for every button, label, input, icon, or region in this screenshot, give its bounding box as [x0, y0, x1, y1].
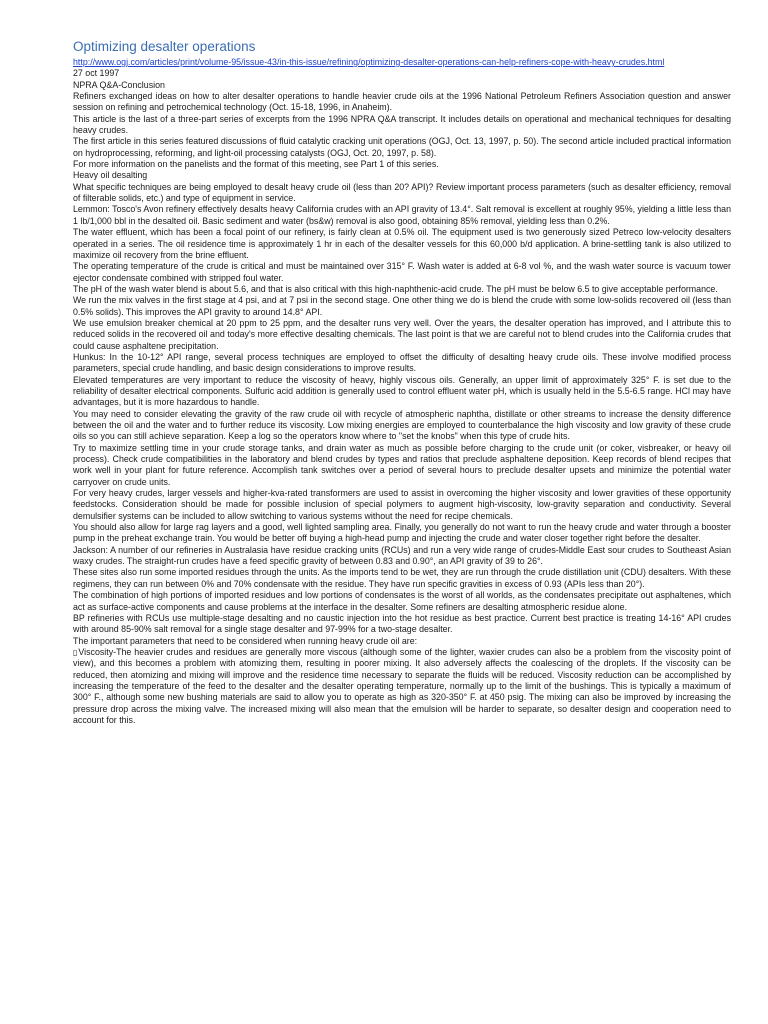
body-paragraph: You should also allow for large rag layers and a good, well lighted sampling area. Finally, you generally do not want to run the heavy crude and water through a booster pump in the preheat exchange train. You would be better off buying a high-head pump and injecting the crude and water closer together right before the desalter.	[73, 522, 731, 544]
intro-paragraph: Refiners exchanged ideas on how to alter desalter operations to handle heavier crude oils at the 1996 National Petroleum Refiners Association question and answer session on refining and petrochemical technology (Oct. 15-18, 1996, in Anaheim).	[73, 91, 731, 113]
publication-date: 27 oct 1997	[73, 68, 120, 79]
body-paragraph: The water effluent, which has been a focal point of our refinery, is fairly clean at 0.5% oil. The equipment used is two generously sized Petreco low-velocity desalters operated in a series. The oil residence time is approximately 1 hr in each of the desalter vessels for this 60,000 b/d application. A brine-settling tank is also utilized to maximize oil recovery from the brine effluent.	[73, 227, 731, 260]
intro-section	[73, 91, 731, 170]
body-paragraph: We use emulsion breaker chemical at 20 ppm to 25 ppm, and the desalter runs very well. Over the years, the desalter operation has improved, and I attribute this to reduced solids in the recovered oil and today's more effective desalting chemicals. The last point is that we are careful not to blend crudes into the California crudes that could cause asphaltene precipitation.	[73, 317, 731, 351]
body-section	[73, 182, 731, 727]
body-paragraph: Hunkus: In the 10-12° API range, several process techniques are employed to offset the difficulty of desalting heavy crude oils. These involve modified process parameters, special crude handling, and basic design considerations to improve results.	[73, 351, 731, 374]
body-paragraph: The pH of the wash water blend is about 5.6, and that is also critical with this high-naphthenic-acid crude. The pH must be below 6.5 to give acceptable performance.	[73, 283, 718, 294]
body-paragraph: The combination of high portions of imported residues and low portions of condensates is the worst of all worlds, as the condensates precipitate out asphaltenes, which act as surface-active components and cause problems at the interface in the desalter. Some refiners are desalting atmospheric residue alone.	[73, 590, 731, 612]
body-paragraph: These sites also run some imported residues through the units. As the imports tend to be wet, they are run through the crude distillation unit (CDU) desalters. With these regimens, they can run between 0% and 70% condensate with the residue. They have run specific gravities in excess of 0.93 (APIs less than 20°).	[73, 567, 731, 589]
document-page	[73, 38, 731, 726]
body-paragraph: The important parameters that need to be considered when running heavy crude oil are:	[73, 635, 418, 646]
body-paragraph: Try to maximize settling time in your crude storage tanks, and drain water as much as possible before charging to the crude unit (or coker, visbreaker, or heavy oil process). Check crude compatibilities in the laboratory and blend crudes by types and ratios that preclude asphaltene deposition. Keep records of blend recipes that work well in your plant for future reference. Accomplish tank switches over a period of several hours to preclude desalter upsets and minimize the potential water carryover on crude units.	[73, 442, 731, 487]
series-label: NPRA Q&A-Conclusion	[73, 79, 165, 90]
body-paragraph: BP refineries with RCUs use multiple-stage desalting and no caustic injection into the hot residue as best practice. Current best practice is treating 14-16° API crudes with around 85-90% salt removal for a single stage desalter and 97-99% for a two-stage desalter.	[73, 612, 731, 635]
intro-paragraph: For more information on the panelists and the format of this meeting, see Part 1 of this series.	[73, 159, 439, 170]
question-paragraph: What specific techniques are being employed to desalt heavy crude oil (less than 20? API)? Review important process parameters (such as desalter efficiency, removal of filterable solids, etc.) and type of equipment in service.	[73, 181, 731, 204]
bullet-text: Viscosity-The heavier crudes and residues are generally more viscous (although some of the lighter, waxier crudes can also be a problem from the viscosity point of view), and this becomes a problem with atomizing them, resulting in poorer mixing. It also adversely affects the coalescing of the droplets. If the viscosity can be reduced, then atomizing and mixing will improve and the residence time necessary to separate the fluids will be reduced. Viscosity reduction can be accomplished by increasing the temperature of the feed to the desalter and the desalter operating temperature, normally up to the limit of the bushings. This is typically a maximum of 300° F., although some new bushing materials are said to allow you to operate as high as 320-350° F. at 450 psig. The mixing can also be improved by increasing the pressure drop across the mixing valve. The increased mixing will also mean that the emulsion will be harder to separate, so desalter design and cooperation need to account for this.	[73, 646, 731, 725]
body-paragraph: Jackson: A number of our refineries in Australasia have residue cracking units (RCUs) and run a very wide range of crudes-Middle East sour crudes to Southeast Asian waxy crudes. The straight-run crudes have a feed specific gravity of between 0.83 and 0.90°, an API gravity of 39 to 26°.	[73, 544, 731, 567]
bullet-paragraph	[73, 647, 731, 726]
source-url-link[interactable]: http://www.ogj.com/articles/print/volume-95/issue-43/in-this-issue/refining/optimizing-desalter-operations-can-help-refiners-cope-with-heavy-crudes.html	[73, 57, 665, 67]
body-paragraph: Elevated temperatures are very important to reduce the viscosity of heavy, highly viscous oils. Generally, an upper limit of approximately 325° F. is set due to the reliability of desalter electrical components. Sulfuric acid addition is generally used to control effluent water pH, which is usually held in the 5.5-6.5 range. HCl may have advantages, but it is more hazardous to handle.	[73, 374, 731, 408]
body-paragraph: For very heavy crudes, larger vessels and higher-kva-rated transformers are used to assist in overcoming the higher viscosity and lower gravities of these opportunity feedstocks. Consideration should be made for possible inclusion of special polymers to augment high-viscosity, low-gravity separation and conductivity. Several demulsifier systems can be included to allow switching to various systems without the need for recipe chemicals.	[73, 488, 731, 521]
body-paragraph: We run the mix valves in the first stage at 4 psi, and at 7 psi in the second stage. One other thing we do is blend the crude with some low-solids recovered oil (less than 0.5% solids). This improves the API gravity to around 14.8° API.	[73, 295, 731, 317]
bullet-glyph-icon: ▯	[73, 647, 78, 657]
body-paragraph: The operating temperature of the crude is critical and must be maintained over 315° F. Wash water is added at 6-8 vol %, and the wash water source is vacuum tower ejector condensate combined with stripped foul water.	[73, 261, 731, 283]
intro-paragraph: This article is the last of a three-part series of excerpts from the 1996 NPRA Q&A transcript. It includes details on operational and mechanical techniques for desalting heavy crudes.	[73, 113, 731, 136]
document-title: Optimizing desalter operations	[73, 39, 256, 54]
body-paragraph: You may need to consider elevating the gravity of the raw crude oil with recycle of atmospheric naphtha, distillate or other streams to increase the density difference between the oil and the water and to further reduce its viscosity. Low mixing energies are employed to counterbalance the high viscosity and low gravity of these crude oils so you can still achieve separation. Keep a log so the operators know where to "set the knobs" when this type of crude hits.	[73, 408, 731, 442]
intro-paragraph: The first article in this series featured discussions of fluid catalytic cracking unit operations (OGJ, Oct. 13, 1997, p. 50). The second article included practical information on hydroprocessing, reforming, and light-oil processing catalysts (OGJ, Oct. 20, 1997, p. 58).	[73, 136, 731, 158]
body-paragraph: Lemmon: Tosco's Avon refinery effectively desalts heavy California crudes with an API gravity of 13.4°. Salt removal is excellent at roughly 95%, yielding a little less than 1 lb/1,000 bbl in the desalted oil. Basic sediment and water (bs&w) removal is also good, obtaining 85% removal, yielding less than 0.2%.	[73, 204, 731, 226]
section-heading: Heavy oil desalting	[73, 170, 148, 181]
